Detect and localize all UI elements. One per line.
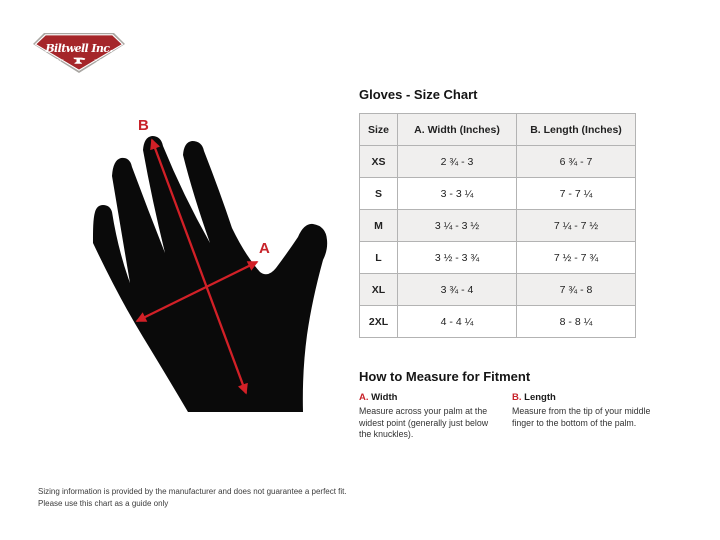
disclaimer [38,486,347,511]
table-row [360,146,636,178]
measure-section-title: How to Measure for Fitment [359,369,531,384]
hand-measurement-diagram [80,100,340,430]
measure-width-text: Measure across your palm at the widest point (generally just below the knuckles). [359,406,489,440]
size-cell: S [360,178,398,210]
measure-word-length: Length [524,392,556,403]
table-row [360,306,636,338]
table-row [360,242,636,274]
length-cell: 7 - 7 ¼ [517,178,636,210]
length-cell: 6 ¾ - 7 [517,146,636,178]
table-row [360,274,636,306]
size-cell: M [360,210,398,242]
measure-letter-a: A. [359,392,369,403]
col-header-width: A. Width (Inches) [398,114,517,146]
label-b: B [138,117,149,134]
label-a: A [259,240,270,257]
length-cell: 7 ¼ - 7 ½ [517,210,636,242]
size-cell: XS [360,146,398,178]
measure-word-width: Width [371,392,398,403]
size-cell: L [360,242,398,274]
disclaimer-line-2: Please use this chart as a guide only [38,499,169,509]
hand-silhouette [93,136,327,412]
measure-width-column [359,392,502,441]
table-row [360,178,636,210]
size-chart-table [359,113,636,338]
length-cell: 7 ½ - 7 ¾ [517,242,636,274]
disclaimer-line-1: Sizing information is provided by the manufacturer and does not guarantee a perfect fit. [38,487,347,496]
biltwell-logo [33,33,125,73]
width-cell: 3 - 3 ¼ [398,178,517,210]
size-cell: XL [360,274,398,306]
measure-columns [359,392,655,441]
width-cell: 3 ¾ - 4 [398,274,517,306]
size-chart-title: Gloves - Size Chart [359,87,478,102]
measure-width-label [359,392,502,403]
table-header-row [360,114,636,146]
width-cell: 3 ¼ - 3 ½ [398,210,517,242]
measure-length-text: Measure from the tip of your middle finger to the bottom of the palm. [512,406,651,428]
length-cell: 8 - 8 ¼ [517,306,636,338]
logo-tagline-right: "COUNTS" [94,58,116,63]
table-row [360,210,636,242]
logo-tagline-left: "QUALITY" [42,58,64,63]
width-cell: 4 - 4 ¼ [398,306,517,338]
measure-letter-b: B. [512,392,522,403]
measure-length-column [512,392,655,441]
size-cell: 2XL [360,306,398,338]
col-header-size: Size [360,114,398,146]
logo-wordmark: Biltwell Inc. [45,42,113,55]
width-cell: 2 ¾ - 3 [398,146,517,178]
measure-length-label [512,392,655,403]
length-cell: 7 ¾ - 8 [517,274,636,306]
width-cell: 3 ½ - 3 ¾ [398,242,517,274]
col-header-length: B. Length (Inches) [517,114,636,146]
